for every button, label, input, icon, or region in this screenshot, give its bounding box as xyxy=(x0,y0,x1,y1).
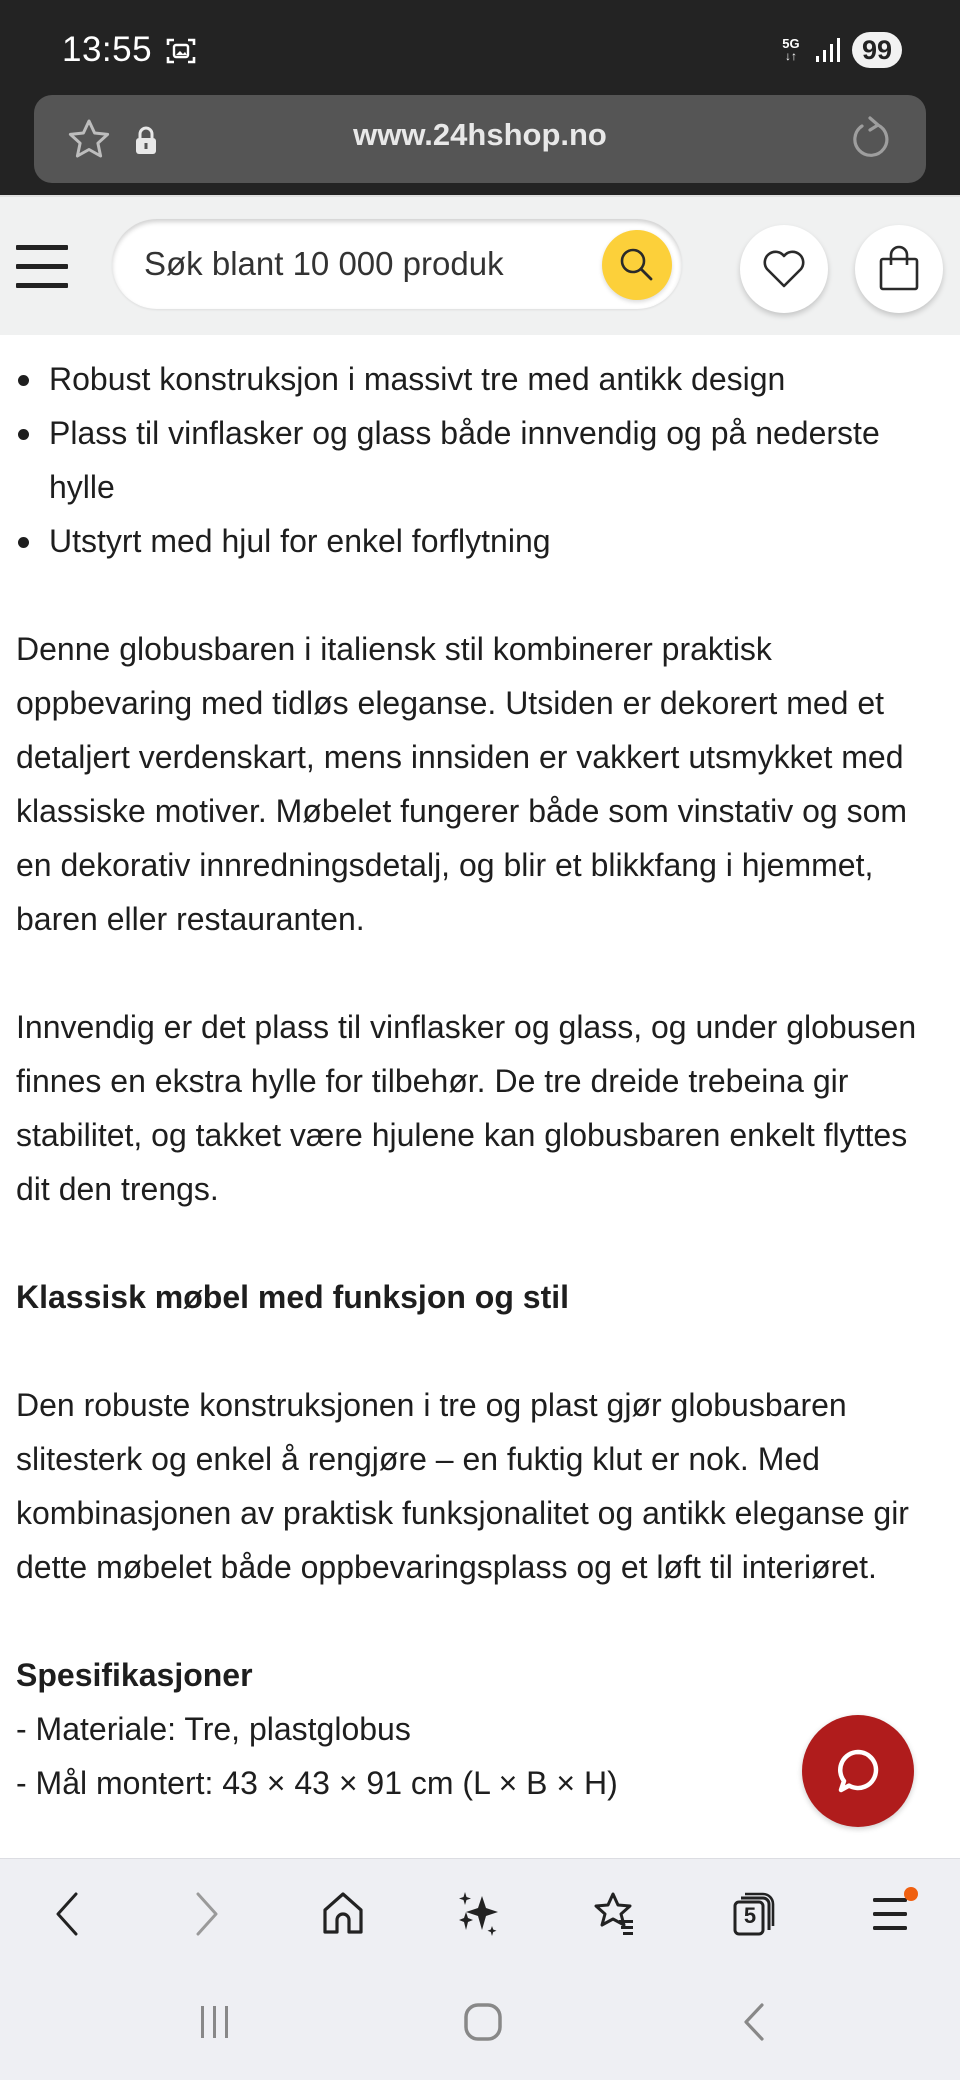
menu-button[interactable] xyxy=(16,245,68,289)
bookmarks-list-icon xyxy=(591,1890,639,1938)
tabs-button[interactable] xyxy=(718,1879,788,1949)
chat-button[interactable] xyxy=(802,1715,914,1827)
browser-toolbar xyxy=(0,1858,960,1968)
menu-icon-line xyxy=(16,245,68,250)
section-heading: Klassisk møbel med funksjon og stil xyxy=(16,1279,570,1315)
network-5g-icon: 5G ↓↑ xyxy=(782,36,800,63)
bookmarks-button[interactable] xyxy=(580,1879,650,1949)
recent-apps-icon xyxy=(195,2002,235,2042)
site-header xyxy=(0,195,960,335)
feature-item: Plass til vinflasker og glass både innvendig og på nederste hylle xyxy=(16,406,946,514)
description-paragraph: Den robuste konstruksjonen i tre og plast gjør globusbaren slitesterk og enkel å rengjøre – en fuktig klut er nok. Med kombinasjonen av praktisk funksjonalitet og antikk eleganse gir dette møbelet både oppbevaringsplass og et løft til interiøret. xyxy=(16,1387,909,1585)
search-icon xyxy=(617,245,657,285)
heart-icon xyxy=(761,248,807,290)
reload-icon[interactable] xyxy=(848,115,894,163)
system-back-button[interactable] xyxy=(718,1992,788,2052)
menu-icon-line xyxy=(16,283,68,288)
forward-button[interactable] xyxy=(172,1879,242,1949)
tabs-icon xyxy=(731,1892,775,1936)
back-chevron-icon xyxy=(738,2001,768,2043)
home-icon xyxy=(321,1890,365,1938)
home-button[interactable] xyxy=(308,1879,378,1949)
back-button[interactable] xyxy=(32,1879,102,1949)
feature-list xyxy=(16,352,946,568)
browser-menu-button[interactable] xyxy=(856,1879,926,1949)
menu-icon xyxy=(871,1894,911,1934)
battery-level: 99 xyxy=(852,32,902,68)
wishlist-button[interactable] xyxy=(740,225,828,313)
product-description xyxy=(16,340,946,1810)
home-circle-icon xyxy=(463,2002,503,2042)
shopping-bag-icon xyxy=(877,245,921,293)
cart-button[interactable] xyxy=(855,225,943,313)
browser-url-area xyxy=(0,95,960,195)
ai-assistant-button[interactable] xyxy=(444,1879,514,1949)
specifications-heading: Spesifikasjoner xyxy=(16,1657,253,1693)
search-box xyxy=(112,219,682,309)
spec-item: - Materiale: Tre, plastglobus xyxy=(16,1711,411,1747)
url-bar[interactable] xyxy=(34,95,926,183)
home-system-button[interactable] xyxy=(448,1992,518,2052)
search-button[interactable] xyxy=(602,230,672,300)
screenshot-icon xyxy=(165,36,197,66)
tab-count: 5 xyxy=(743,1903,757,1928)
signal-icon xyxy=(814,36,842,64)
chevron-right-icon xyxy=(192,1890,222,1938)
notification-dot xyxy=(904,1887,918,1901)
spec-item: - Mål montert: 43 × 43 × 91 cm (L × B × H) xyxy=(16,1765,618,1801)
sparkles-icon xyxy=(456,1890,502,1938)
feature-item: Robust konstruksjon i massivt tre med antikk design xyxy=(16,352,946,406)
search-input[interactable] xyxy=(144,239,574,289)
description-paragraph: Innvendig er det plass til vinflasker og glass, og under globusen finnes en ekstra hylle for tilbehør. De tre dreide trebeina gir stabilitet, og takket være hjulene kan globusbaren enkelt flyttes dit den trengs. xyxy=(16,1009,917,1207)
system-nav-bar xyxy=(0,1968,960,2080)
status-bar xyxy=(0,0,960,95)
status-indicators xyxy=(778,32,902,68)
feature-item: Utstyrt med hjul for enkel forflytning xyxy=(16,514,946,568)
description-paragraph: Denne globusbaren i italiensk stil kombinerer praktisk oppbevaring med tidløs eleganse. Utsiden er dekorert med et detaljert verdenskart, mens innsiden er vakkert utsmykket med klassiske motiver. Møbelet fungerer både som vinstativ og som en dekorativ innredningsdetalj, og blir et blikkfang i hjemmet, baren eller restauranten. xyxy=(16,631,908,937)
url-text[interactable]: www.24hshop.no xyxy=(353,117,607,152)
chevron-left-icon xyxy=(52,1890,82,1938)
menu-icon-line xyxy=(16,264,68,269)
chat-bubble-icon xyxy=(833,1746,883,1796)
status-time: 13:55 xyxy=(62,30,153,69)
recent-apps-button[interactable] xyxy=(180,1992,250,2052)
